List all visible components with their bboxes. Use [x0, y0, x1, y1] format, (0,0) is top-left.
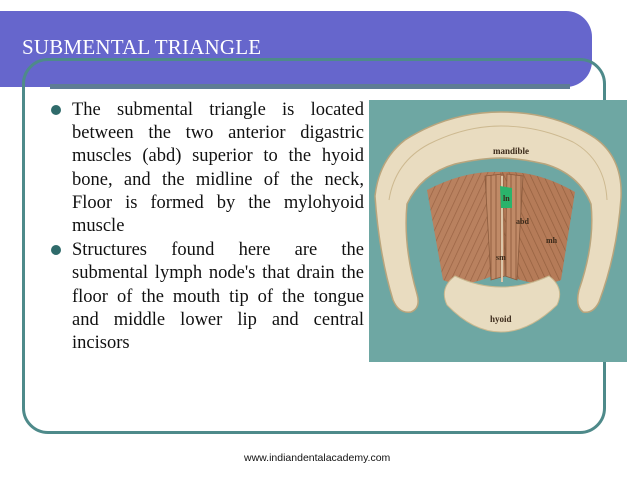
label-lymph-node: ln: [503, 194, 510, 203]
bullet-item: [49, 99, 364, 238]
footer-url: www.indiandentalacademy.com: [244, 452, 391, 464]
label-abd: abd: [516, 217, 529, 226]
submental-triangle-illustration: [369, 100, 627, 362]
label-mh: mh: [546, 236, 558, 245]
bullet-text: Structures found here are the submental lymph node's that drain the floor of the mouth tip of the tongue and middle lower lip and central incisors: [72, 240, 364, 354]
bullet-marker-icon: [51, 105, 61, 115]
bullet-item: [49, 239, 364, 355]
bullet-list: [49, 99, 364, 355]
label-mandible: mandible: [493, 146, 530, 156]
bullet-text: The submental triangle is located between the two anterior digastric muscles (abd) superior to the hyoid bone, and the midline of the neck, Floor is formed by the mylohyoid muscle: [72, 100, 364, 237]
slide-title: SUBMENTAL TRIANGLE: [22, 35, 262, 59]
label-hyoid: hyoid: [490, 314, 512, 324]
label-sm: sm: [496, 253, 506, 262]
title-divider: [50, 84, 570, 89]
bullet-marker-icon: [51, 245, 61, 255]
